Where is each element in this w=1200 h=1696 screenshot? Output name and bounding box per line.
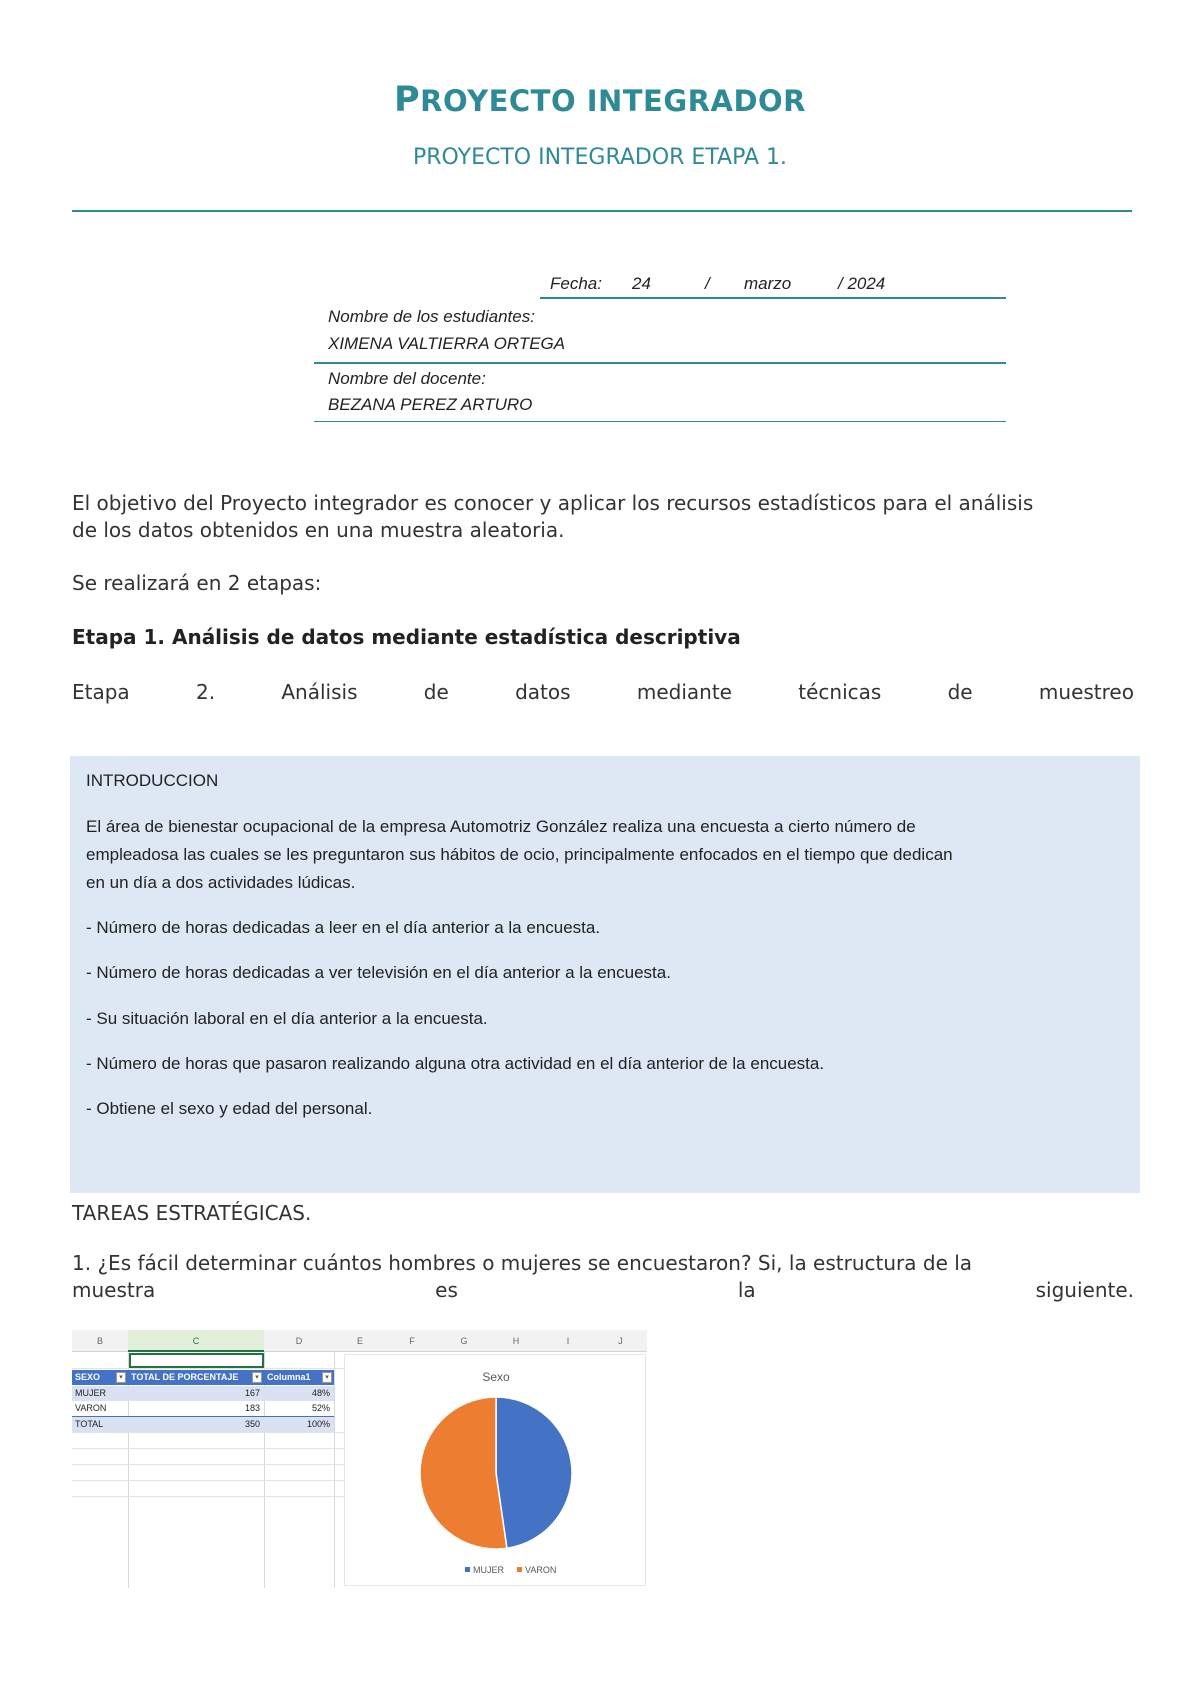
filter-dropdown-icon[interactable]: ▾ bbox=[116, 1372, 126, 1383]
grid-line bbox=[72, 1464, 344, 1465]
selected-cell[interactable] bbox=[129, 1353, 264, 1368]
date-separator: / bbox=[705, 274, 710, 293]
question-word: siguiente. bbox=[1035, 1278, 1134, 1302]
document-subtitle: PROYECTO INTEGRADOR ETAPA 1. bbox=[413, 145, 787, 170]
intro-bullet: - Número de horas dedicadas a ver televisión en el día anterior a la encuesta. bbox=[86, 963, 671, 982]
legend-label: MUJER bbox=[473, 1565, 504, 1575]
grid-line bbox=[72, 1368, 344, 1369]
table-header-cell: SEXO bbox=[72, 1370, 128, 1385]
teacher-underline bbox=[314, 421, 1006, 422]
date-underline bbox=[540, 297, 1006, 299]
stage-2-word: muestreo bbox=[1038, 680, 1134, 704]
date-month: marzo bbox=[744, 274, 792, 293]
stage-2-word: Etapa bbox=[72, 680, 130, 704]
pie-slice-mujer bbox=[496, 1397, 572, 1548]
table-cell: TOTAL bbox=[72, 1416, 128, 1432]
grid-line bbox=[72, 1480, 344, 1481]
legend-swatch bbox=[517, 1567, 522, 1572]
question-1-line-1: 1. ¿Es fácil determinar cuántos hombres o mujeres se encuestaron? Si, la estructura de la bbox=[72, 1251, 973, 1275]
teacher-label: Nombre del docente: bbox=[328, 369, 486, 388]
document-title: PROYECTO INTEGRADOR bbox=[393, 80, 806, 120]
intro-heading: INTRODUCCION bbox=[86, 771, 219, 790]
grid-line bbox=[72, 1496, 344, 1497]
tasks-heading: TAREAS ESTRATÉGICAS. bbox=[72, 1201, 312, 1225]
stage-2-word: de bbox=[423, 680, 449, 704]
intro-bullet: - Número de horas que pasaron realizando alguna otra actividad en el día anterior de la encuesta. bbox=[86, 1054, 825, 1073]
date-day: 24 bbox=[632, 274, 651, 293]
stage-2-word: técnicas bbox=[798, 680, 882, 704]
grid-line bbox=[72, 1432, 344, 1433]
column-header: F bbox=[386, 1330, 438, 1352]
students-value: XIMENA VALTIERRA ORTEGA bbox=[328, 334, 566, 353]
stage-1-heading: Etapa 1. Análisis de datos mediante estadística descriptiva bbox=[72, 625, 741, 649]
stage-2-word: datos bbox=[515, 680, 571, 704]
stage-2-word: de bbox=[947, 680, 973, 704]
intro-bullet: - Su situación laboral en el día anterior a la encuesta. bbox=[86, 1009, 488, 1028]
chart-title: Sexo bbox=[482, 1370, 510, 1384]
column-header: J bbox=[594, 1330, 647, 1352]
stage-2-word: mediante bbox=[636, 680, 732, 704]
legend-swatch bbox=[465, 1567, 470, 1572]
teacher-value: BEZANA PEREZ ARTURO bbox=[328, 395, 533, 414]
table-cell: 350 bbox=[128, 1416, 264, 1432]
objective-line-1: El objetivo del Proyecto integrador es conocer y aplicar los recursos estadísticos para el análisis bbox=[72, 491, 1034, 515]
column-header: H bbox=[490, 1330, 542, 1352]
pie-slice-varon bbox=[420, 1397, 507, 1549]
intro-bullet: - Obtiene el sexo y edad del personal. bbox=[86, 1099, 373, 1118]
legend-label: VARON bbox=[525, 1565, 557, 1575]
intro-bullet: - Número de horas dedicadas a leer en el día anterior a la encuesta. bbox=[86, 918, 601, 937]
column-header: D bbox=[264, 1330, 334, 1352]
intro-line-2: empleadosa las cuales se les preguntaron sus hábitos de ocio, principalmente enfocados en el tiempo que dedican bbox=[86, 845, 953, 864]
column-header: I bbox=[542, 1330, 594, 1352]
grid-line bbox=[72, 1448, 344, 1449]
column-header-selected: C bbox=[128, 1330, 264, 1352]
pie-chart-container bbox=[344, 1354, 646, 1586]
question-word: es bbox=[435, 1278, 458, 1302]
table-header-cell: Columna1 bbox=[264, 1370, 334, 1385]
column-header: E bbox=[334, 1330, 386, 1352]
table-header-cell: TOTAL DE PORCENTAJE bbox=[128, 1370, 264, 1385]
objective-line-2: de los datos obtenidos en una muestra aleatoria. bbox=[72, 518, 565, 542]
table-cell: 100% bbox=[264, 1416, 334, 1432]
objective-paragraph bbox=[72, 490, 1134, 544]
stages-intro: Se realizará en 2 etapas: bbox=[72, 571, 322, 595]
question-1-line-2 bbox=[72, 1277, 1134, 1304]
pie-chart bbox=[345, 1355, 647, 1587]
table-cell: VARON bbox=[75, 1403, 107, 1413]
table-cell: 52% bbox=[311, 1403, 330, 1413]
date-year: / 2024 bbox=[838, 274, 886, 293]
intro-line-1: El área de bienestar ocupacional de la empresa Automotriz González realiza una encuesta a cierto número de bbox=[86, 817, 916, 836]
column-header: B bbox=[72, 1330, 128, 1352]
stage-2-word: Análisis bbox=[281, 680, 358, 704]
table-cell: 48% bbox=[264, 1386, 334, 1401]
header-divider bbox=[72, 210, 1132, 212]
students-label: Nombre de los estudiantes: bbox=[328, 307, 535, 326]
date-label: Fecha: bbox=[550, 274, 602, 293]
filter-dropdown-icon[interactable]: ▾ bbox=[322, 1372, 332, 1383]
filter-dropdown-icon[interactable]: ▾ bbox=[252, 1372, 262, 1383]
question-word: muestra bbox=[72, 1278, 156, 1302]
table-cell: 183 bbox=[244, 1403, 260, 1413]
stage-2-heading bbox=[72, 679, 1134, 706]
column-header: G bbox=[438, 1330, 490, 1352]
intro-line-3: en un día a dos actividades lúdicas. bbox=[86, 873, 356, 892]
table-cell: MUJER bbox=[72, 1386, 128, 1401]
grid-line bbox=[334, 1352, 335, 1588]
stage-2-word: 2. bbox=[195, 680, 216, 704]
question-word: la bbox=[737, 1278, 756, 1302]
students-underline bbox=[314, 362, 1006, 364]
table-cell: 167 bbox=[128, 1386, 264, 1401]
